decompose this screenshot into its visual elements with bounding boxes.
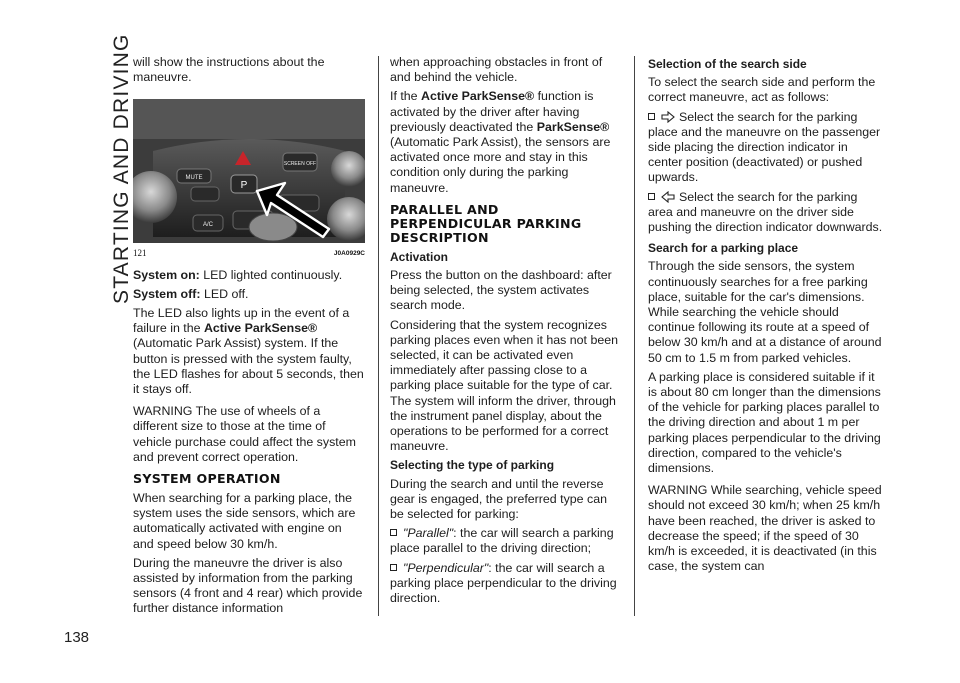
left-arrow-icon [661, 191, 675, 203]
figure-caption [133, 246, 365, 261]
right-arrow-icon [661, 111, 675, 123]
screen-off-label: SCREEN OFF [283, 161, 317, 168]
search-side-paragraph: To select the search side and perform the correct maneuvre, act as follows: [648, 75, 876, 105]
list-item: Select the search for the parking place and the maneuvre on the passenger side placing the direction indicator in center position (deactivated) or pushed upwards. [648, 109, 881, 185]
warning-wheels: WARNING The use of wheels of a different size to those at the time of vehicle purchase could affect the system and prevent correct operation. [133, 404, 356, 464]
column-2 [390, 55, 622, 610]
column-divider [378, 56, 379, 616]
heading-search-side: Selection of the search side [648, 57, 807, 71]
search-paragraph-1: Through the side sensors, the system continuously searches for a free parking place, suitable for the car's dimensions. While searching the vehicle should continue following its route at a speed of below 30 km/h and at a distance of around 50 cm to 1.5 m from parked vehicles. [648, 259, 882, 365]
heading-search-place: Search for a parking place [648, 241, 799, 256]
operation-paragraph-2: During the maneuvre the driver is also assisted by information from the parking sensors (4 front and 4 rear) which provide further distance information [133, 555, 363, 616]
column-divider [634, 56, 635, 616]
warning-speed: WARNING While searching, vehicle speed should not exceed 30 km/h; when 25 km/h have been reached, the driver is asked to decrease the speed; if the speed of 30 km/h is exceeded, it is deactivated (in this case, the system can [648, 483, 882, 574]
p-label: P [240, 180, 248, 192]
mute-label: MUTE [185, 175, 203, 182]
column-1 [133, 55, 365, 621]
search-paragraph-2: A parking place is considered suitable if it is about 80 cm longer than the dimensions of the vehicle for parking places parallel to the driving direction and about 1 m per parking places perpendicular to the driving direction, compared to the vehicle's dimensions. [648, 369, 881, 476]
figure-number: 121 [133, 248, 147, 259]
page-number: 138 [64, 629, 90, 646]
bullet-square-icon [648, 113, 655, 120]
system-on-text: LED lighted continuously. [203, 267, 343, 282]
active-parksense-paragraph: If the Active ParkSense® function is activated by the driver after having previously deactivated the ParkSense® (Automatic Park Assist), the sensors are activated once more and stay in this condition only during the parking maneuvre. [390, 89, 611, 195]
activation-paragraph-1: Press the button on the dashboard: after being selected, the system activates search mode. [390, 268, 612, 313]
dashboard-illustration [133, 99, 365, 243]
list-item: "Parallel": the car will search a parking place parallel to the driving direction; [390, 526, 614, 556]
intro-text: will show the instructions about the maneuvre. [133, 55, 325, 85]
heading-system-operation: SYSTEM OPERATION [133, 471, 281, 487]
led-paragraph: The LED also lights up in the event of a failure in the Active ParkSense® (Automatic Park Assist) system. If the button is pressed with the system faulty, the LED flashes for about 5 seconds, then it stays off. [133, 306, 364, 397]
ac-label: A/C [202, 222, 214, 229]
bullet-square-icon [390, 529, 397, 536]
system-off-label: System off: [133, 286, 201, 301]
section-title-text: STARTING AND DRIVING [110, 33, 133, 304]
obstacles-paragraph: when approaching obstacles in front of and behind the vehicle. [390, 55, 603, 85]
heading-parking-type: Selecting the type of parking [390, 458, 555, 473]
system-off-text: LED off. [203, 286, 249, 301]
heading-parallel-perpendicular: PARALLEL AND PERPENDICULAR PARKING DESCRIPTION [390, 201, 582, 245]
bullet-square-icon [390, 564, 397, 571]
section-title [78, 33, 133, 304]
heading-activation: Activation [390, 249, 449, 264]
figure-code: J0A0929C [333, 250, 365, 258]
parking-type-paragraph: During the search and until the reverse gear is engaged, the preferred type can be selected for parking: [390, 476, 607, 522]
list-item: "Perpendicular": the car will search a parking place perpendicular to the driving direction. [390, 560, 617, 606]
dashboard-photo [133, 99, 365, 243]
system-on-label: System on: [133, 267, 200, 282]
activation-paragraph-2: Considering that the system recognizes parking places even when it has not been selected, it can be activated even immediately after passing close to a parking place suitable for the type of car. The system will inform the driver, through the instrument panel display, about the operations to be performed for a correct maneuvre. [390, 317, 619, 454]
bullet-square-icon [648, 193, 655, 200]
operation-paragraph-1: When searching for a parking place, the system uses the side sensors, which are automatically activated with engine on and speed below 30 km/h. [133, 491, 356, 551]
column-3 [648, 55, 884, 579]
list-item: Select the search for the parking area and maneuvre on the driver side pushing the direction indicator downwards. [648, 189, 883, 235]
